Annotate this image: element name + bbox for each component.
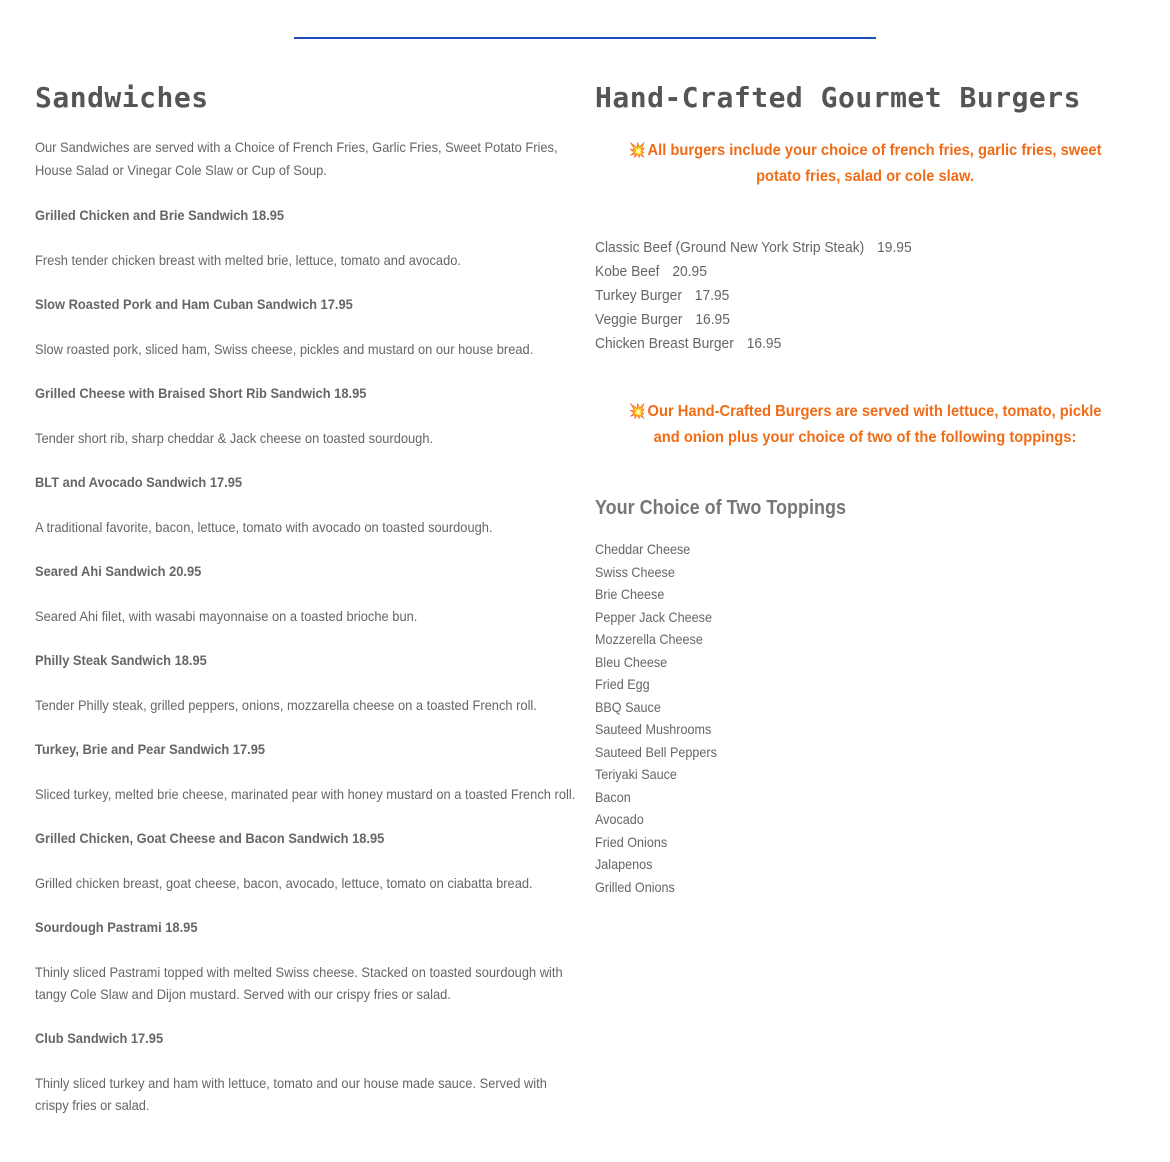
- sandwich-description: Tender Philly steak, grilled peppers, onions, mozzarella cheese on a toasted French roll.: [35, 697, 537, 713]
- sandwich-name: Philly Steak Sandwich 18.95: [35, 652, 207, 668]
- topping-item: Jalapenos: [595, 856, 653, 872]
- sandwich-description: Thinly sliced Pastrami topped with melted Swiss cheese. Stacked on toasted sourdough with tangy Cole Slaw and Dijon mustard. Served with our crispy fries or salad.: [35, 964, 563, 1002]
- sandwich-name: Grilled Cheese with Braised Short Rib Sandwich 18.95: [35, 385, 367, 401]
- topping-item: BBQ Sauce: [595, 698, 661, 715]
- sandwich-name: BLT and Avocado Sandwich 17.95: [35, 474, 243, 490]
- topping-item: Brie Cheese: [595, 586, 665, 602]
- sandwich-description: Grilled chicken breast, goat cheese, bacon, avocado, lettuce, tomato on ciabatta bread.: [35, 875, 533, 891]
- topping-item: Bacon: [595, 788, 631, 805]
- burger-item: [595, 308, 1092, 332]
- top-divider-line: [294, 37, 876, 39]
- sandwiches-title: Sandwiches: [35, 81, 209, 114]
- notice-text: Our Hand-Crafted Burgers are served with lettuce, tomato, pickle and onion plus your choice of two of the following toppings:: [647, 403, 1102, 446]
- burger-item: [595, 260, 1092, 284]
- topping-item: Mozzerella Cheese: [595, 631, 703, 647]
- burgers-title: Hand-Crafted Gourmet Burgers: [595, 81, 1082, 114]
- topping-item: Bleu Cheese: [595, 653, 668, 670]
- sandwich-description: Tender short rib, sharp cheddar & Jack cheese on toasted sourdough.: [35, 430, 434, 446]
- burger-price: 20.95: [672, 263, 707, 280]
- sandwiches-intro: Our Sandwiches are served with a Choice of French Fries, Garlic Fries, Sweet Potato Fries, House Salad or Vinegar Cole Slaw or Cup of Soup.: [35, 139, 558, 178]
- burger-price: 19.95: [877, 239, 912, 256]
- burger-price: 16.95: [695, 311, 730, 328]
- burst-icon: 💥: [628, 403, 646, 420]
- toppings-heading: Your Choice of Two Toppings: [595, 497, 846, 519]
- burger-price: 17.95: [694, 287, 730, 304]
- burst-icon: 💥: [628, 142, 646, 159]
- topping-item: Fried Egg: [595, 676, 650, 692]
- burger-item: [595, 284, 1092, 308]
- burger-name: Kobe Beef: [595, 263, 660, 280]
- topping-item: Teriyaki Sauce: [595, 766, 677, 782]
- sandwich-name: Turkey, Brie and Pear Sandwich 17.95: [35, 741, 266, 757]
- topping-item: Grilled Onions: [595, 878, 675, 895]
- sandwiches-section: [35, 78, 575, 1116]
- sandwich-name: Seared Ahi Sandwich 20.95: [35, 563, 202, 579]
- sandwich-description: A traditional favorite, bacon, lettuce, tomato with avocado on toasted sourdough.: [35, 519, 493, 535]
- sandwich-name: Grilled Chicken and Brie Sandwich 18.95: [35, 207, 285, 223]
- topping-item: Pepper Jack Cheese: [595, 608, 712, 625]
- sandwich-list: [35, 204, 575, 1116]
- topping-item: Fried Onions: [595, 833, 668, 850]
- burgers-toppings-notice: [617, 399, 1114, 451]
- burger-list: [595, 236, 1135, 356]
- sandwich-description: Slow roasted pork, sliced ham, Swiss cheese, pickles and mustard on our house bread.: [35, 341, 534, 357]
- sandwich-name: Sourdough Pastrami 18.95: [35, 919, 198, 935]
- burger-item: [595, 236, 1092, 260]
- sandwich-name: Grilled Chicken, Goat Cheese and Bacon Sandwich 18.95: [35, 830, 385, 846]
- sandwich-name: Slow Roasted Pork and Ham Cuban Sandwich 17.95: [35, 296, 353, 312]
- burger-item: [595, 332, 1092, 356]
- topping-item: Avocado: [595, 811, 644, 827]
- sandwich-name: Club Sandwich 17.95: [35, 1030, 164, 1046]
- burgers-sides-notice: [617, 138, 1114, 190]
- sandwich-description: Fresh tender chicken breast with melted brie, lettuce, tomato and avocado.: [35, 252, 461, 268]
- toppings-list: [595, 538, 1135, 898]
- sandwich-description: Sliced turkey, melted brie cheese, marinated pear with honey mustard on a toasted French roll.: [35, 786, 576, 802]
- notice-text: All burgers include your choice of french fries, garlic fries, sweet potato fries, salad or cole slaw.: [647, 142, 1102, 185]
- burgers-section: [595, 78, 1135, 898]
- burger-name: Veggie Burger: [595, 311, 683, 328]
- sandwich-description: Thinly sliced turkey and ham with lettuce, tomato and our house made sauce. Served with crispy fries or salad.: [35, 1075, 547, 1113]
- topping-item: Swiss Cheese: [595, 563, 675, 580]
- topping-item: Cheddar Cheese: [595, 541, 691, 557]
- burger-price: 16.95: [746, 335, 782, 352]
- topping-item: Sauteed Bell Peppers: [595, 743, 717, 760]
- topping-item: Sauteed Mushrooms: [595, 721, 712, 737]
- burger-name: Chicken Breast Burger: [595, 335, 734, 352]
- burger-name: Turkey Burger: [595, 287, 682, 304]
- sandwich-description: Seared Ahi filet, with wasabi mayonnaise on a toasted brioche bun.: [35, 608, 418, 624]
- burger-name: Classic Beef (Ground New York Strip Steak): [595, 239, 865, 256]
